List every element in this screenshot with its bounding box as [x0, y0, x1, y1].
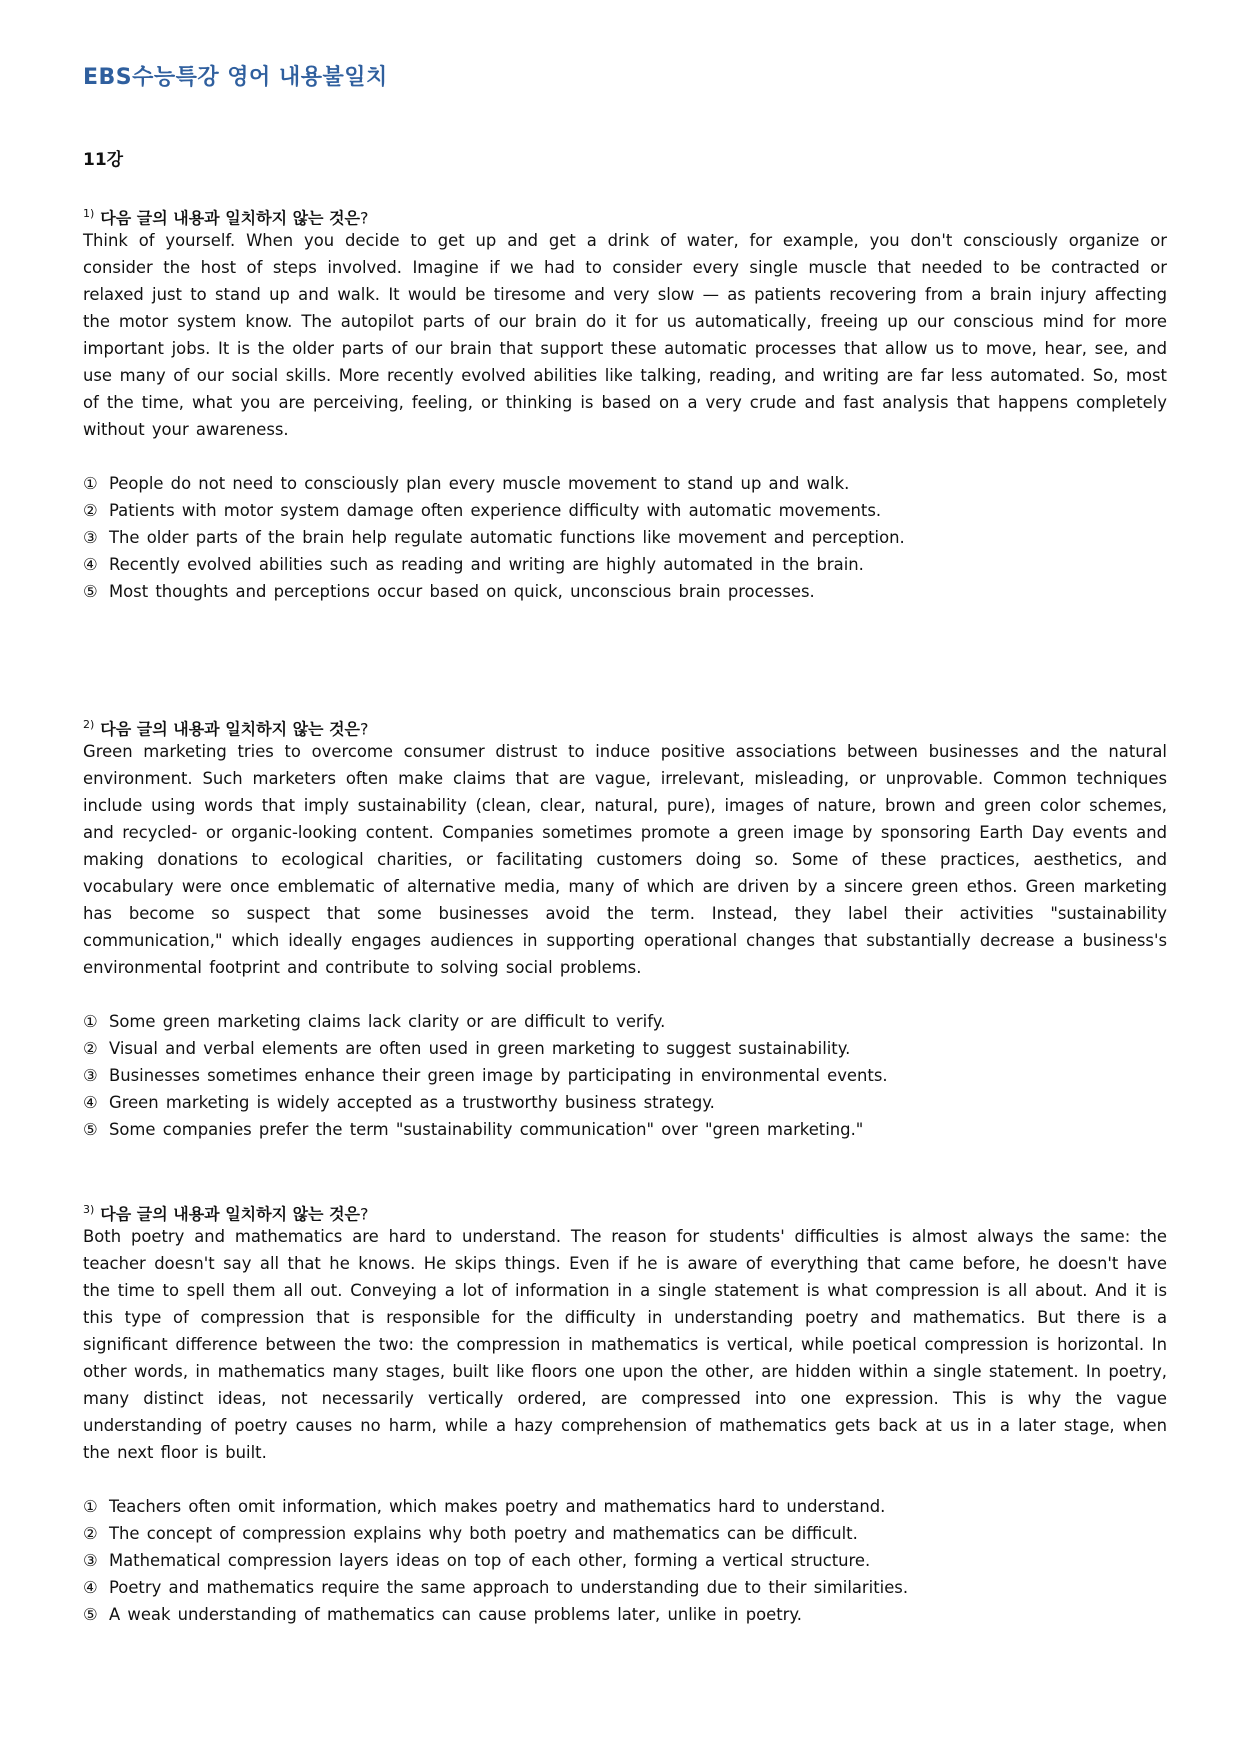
answer-choice[interactable] — [83, 1089, 1167, 1116]
answer-choice[interactable] — [83, 1035, 1167, 1062]
question-prompt: 다음 글의 내용과 일치하지 않는 것은 — [100, 719, 360, 739]
question-3 — [83, 1196, 1167, 1628]
answer-choice[interactable] — [83, 524, 1167, 551]
choice-number: ① — [83, 1497, 98, 1516]
choice-text: People do not need to consciously plan every muscle movement to stand up and walk. — [109, 474, 850, 493]
answer-choice[interactable] — [83, 1062, 1167, 1089]
choice-text: A weak understanding of mathematics can cause problems later, unlike in poetry. — [109, 1605, 802, 1624]
choice-number: ② — [83, 501, 98, 520]
question-prompt: 다음 글의 내용과 일치하지 않는 것은 — [100, 208, 360, 228]
question-number: 3) — [83, 1203, 95, 1216]
choice-text: Mathematical compression layers ideas on top of each other, forming a vertical structure. — [109, 1551, 871, 1570]
question-prompt: 다음 글의 내용과 일치하지 않는 것은 — [100, 1204, 360, 1224]
choice-text: Businesses sometimes enhance their green image by participating in environmental events. — [109, 1066, 888, 1085]
document-title: EBS수능특강 영어 내용불일치 — [83, 65, 388, 90]
question-passage: Green marketing tries to overcome consumer distrust to induce positive associations between businesses and the natural environment. Such marketers often make claims that are vague, irrelevant, misleading, or unprovable. Common techniques include using words that imply sustainability (clean, clear, natural, pure), images of nature, brown and green color schemes, and recycled- or organic-looking content. Companies sometimes promote a green image by sponsoring Earth Day events and making donations to ecological charities, or facilitating customers doing so. Some of these practices, aesthetics, and vocabulary were once emblematic of alternative media, many of which are driven by a sincere green ethos. Green marketing has become so suspect that some businesses avoid the term. Instead, they label their activities "sustainability communication," which ideally engages audiences in supporting operational changes that substantially decrease a business's environmental footprint and contribute to solving social problems. — [83, 742, 1167, 977]
choice-text: Visual and verbal elements are often used in green marketing to suggest sustainability. — [109, 1039, 851, 1058]
answer-choice[interactable] — [83, 1601, 1167, 1628]
question-mark: ? — [360, 1204, 369, 1224]
choice-text: Teachers often omit information, which makes poetry and mathematics hard to understand. — [109, 1497, 886, 1516]
answer-choice[interactable] — [83, 1574, 1167, 1601]
lesson-label: 11강 — [83, 150, 124, 170]
choice-number: ② — [83, 1524, 98, 1543]
choice-number: ② — [83, 1039, 98, 1058]
question-heading — [83, 1196, 1167, 1223]
choice-number: ⑤ — [83, 582, 98, 601]
question-number: 2) — [83, 718, 95, 731]
choice-text: Some green marketing claims lack clarity or are difficult to verify. — [109, 1012, 666, 1031]
answer-choice[interactable] — [83, 470, 1167, 497]
answer-choice[interactable] — [83, 551, 1167, 578]
choice-number: ① — [83, 474, 98, 493]
question-mark: ? — [360, 719, 369, 739]
question-heading — [83, 200, 1167, 227]
choice-text: Recently evolved abilities such as reading and writing are highly automated in the brain. — [109, 555, 864, 574]
choice-text: Most thoughts and perceptions occur based on quick, unconscious brain processes. — [109, 582, 815, 601]
answer-choice[interactable] — [83, 578, 1167, 605]
choice-text: Poetry and mathematics require the same approach to understanding due to their similarities. — [109, 1578, 909, 1597]
choice-number: ③ — [83, 528, 98, 547]
question-2 — [83, 711, 1167, 1143]
question-passage: Both poetry and mathematics are hard to understand. The reason for students' difficulties is almost always the same: the teacher doesn't say all that he knows. He skips things. Even if he is aware of everything that came before, he doesn't have the time to spell them all out. Conveying a lot of information in a single statement is what compression is all about. And it is this type of compression that is responsible for the difficulty in understanding poetry and mathematics. But there is a significant difference between the two: the compression in mathematics is vertical, while poetical compression is horizontal. In other words, in mathematics many stages, built like floors one upon the other, are hidden within a single statement. In poetry, many distinct ideas, not necessarily vertically ordered, are compressed into one expression. This is why the vague understanding of poetry causes no harm, while a hazy comprehension of mathematics gets back at us in a later stage, when the next floor is built. — [83, 1227, 1167, 1462]
choice-number: ④ — [83, 555, 98, 574]
choice-number: ④ — [83, 1093, 98, 1112]
answer-choice[interactable] — [83, 1493, 1167, 1520]
question-heading — [83, 711, 1167, 738]
question-1 — [83, 200, 1167, 605]
question-number: 1) — [83, 207, 95, 220]
choice-list — [83, 1008, 1167, 1143]
choice-text: Patients with motor system damage often experience difficulty with automatic movements. — [109, 501, 882, 520]
answer-choice[interactable] — [83, 1008, 1167, 1035]
choice-number: ⑤ — [83, 1120, 98, 1139]
answer-choice[interactable] — [83, 497, 1167, 524]
question-mark: ? — [360, 208, 369, 228]
choice-text: Green marketing is widely accepted as a trustworthy business strategy. — [109, 1093, 715, 1112]
answer-choice[interactable] — [83, 1547, 1167, 1574]
choice-list — [83, 1493, 1167, 1628]
choice-text: The older parts of the brain help regulate automatic functions like movement and perception. — [109, 528, 905, 547]
question-passage: Think of yourself. When you decide to get up and get a drink of water, for example, you don't consciously organize or consider the host of steps involved. Imagine if we had to consider every single muscle that needed to be contracted or relaxed just to stand up and walk. It would be tiresome and very slow — as patients recovering from a brain injury affecting the motor system know. The autopilot parts of our brain do it for us automatically, freeing up our conscious mind for more important jobs. It is the older parts of our brain that support these automatic processes that allow us to move, hear, see, and use many of our social skills. More recently evolved abilities like talking, reading, and writing are far less automated. So, most of the time, what you are perceiving, feeling, or thinking is based on a very crude and fast analysis that happens completely without your awareness. — [83, 231, 1167, 439]
choice-number: ③ — [83, 1551, 98, 1570]
choice-list — [83, 470, 1167, 605]
answer-choice[interactable] — [83, 1520, 1167, 1547]
choice-text: The concept of compression explains why both poetry and mathematics can be difficult. — [109, 1524, 858, 1543]
choice-number: ④ — [83, 1578, 98, 1597]
choice-number: ① — [83, 1012, 98, 1031]
choice-text: Some companies prefer the term "sustainability communication" over "green marketing." — [109, 1120, 864, 1139]
choice-number: ⑤ — [83, 1605, 98, 1624]
choice-number: ③ — [83, 1066, 98, 1085]
answer-choice[interactable] — [83, 1116, 1167, 1143]
